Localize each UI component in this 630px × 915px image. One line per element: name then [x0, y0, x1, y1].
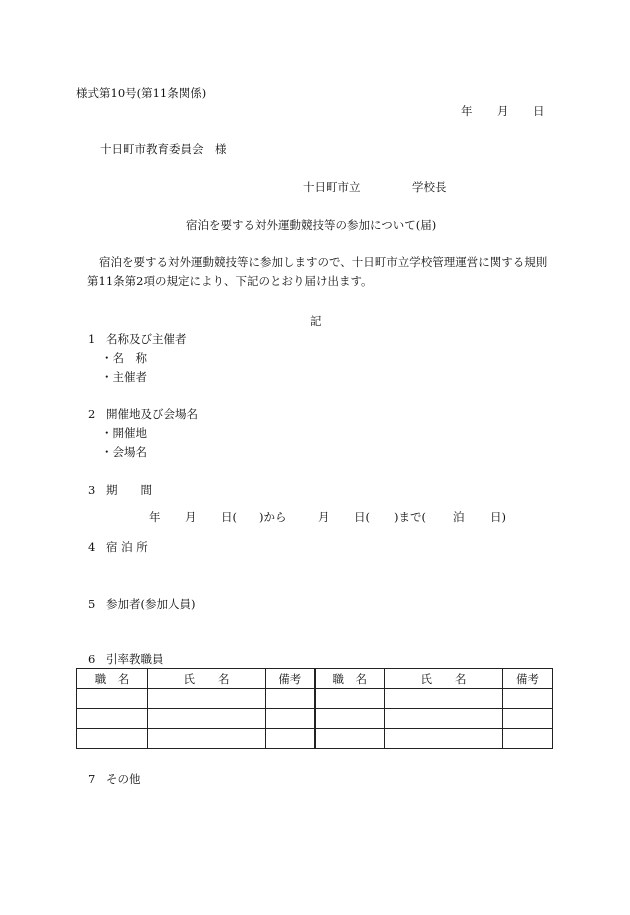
- table-row: [77, 709, 553, 729]
- item1-sub-name: ・名 称: [101, 351, 147, 365]
- header-name-2: 氏 名: [385, 669, 503, 689]
- item2-label: 開催地及び会場名: [106, 407, 198, 421]
- table-cell[interactable]: [148, 729, 266, 749]
- period-nights: 泊: [453, 510, 465, 524]
- table-cell[interactable]: [503, 709, 553, 729]
- body-paragraph: [87, 253, 557, 291]
- table-cell[interactable]: [385, 689, 503, 709]
- header-name-1: 氏 名: [148, 669, 266, 689]
- table-row: [77, 729, 553, 749]
- table-cell[interactable]: [77, 689, 148, 709]
- item2-number: 2: [88, 407, 96, 421]
- table-cell[interactable]: [315, 729, 385, 749]
- addressee: 十日町市教育委員会 様: [100, 142, 227, 156]
- item5-number: 5: [88, 597, 96, 611]
- table-cell[interactable]: [385, 729, 503, 749]
- period-year: 年: [149, 510, 161, 524]
- date-month-label: 月: [497, 104, 509, 118]
- period-month-start: 月: [185, 510, 197, 524]
- period-day-end: 日(: [354, 510, 370, 524]
- period-from: )から: [259, 510, 287, 524]
- item7-label: その他: [106, 772, 141, 786]
- table-cell[interactable]: [503, 689, 553, 709]
- item1-number: 1: [88, 332, 96, 346]
- table-header-row: [77, 669, 553, 689]
- table-cell[interactable]: [385, 709, 503, 729]
- document-title: 宿泊を要する対外運動競技等の参加について(届): [186, 218, 437, 232]
- form-number: 様式第10号(第11条関係): [76, 86, 207, 100]
- item3-number: 3: [88, 483, 96, 497]
- item6-label: 引率教職員: [106, 652, 164, 666]
- sender-principal-title: 学校長: [412, 180, 447, 194]
- period-days: 日): [490, 510, 506, 524]
- item1-label: 名称及び主催者: [106, 332, 187, 346]
- period-until: )まで(: [394, 510, 426, 524]
- table-cell[interactable]: [148, 689, 266, 709]
- date-day-label: 日: [533, 104, 545, 118]
- header-position-1: 職 名: [77, 669, 148, 689]
- item1-sub-organizer: ・主催者: [101, 370, 147, 384]
- item2-sub-venue-city: ・開催地: [101, 426, 147, 440]
- table-cell[interactable]: [315, 689, 385, 709]
- table-cell[interactable]: [266, 729, 315, 749]
- header-remarks-2: 備考: [503, 669, 553, 689]
- ki-heading: 記: [310, 314, 322, 328]
- table-row: [77, 689, 553, 709]
- body-text: 宿泊を要する対外運動競技等に参加しますので、十日町市立学校管理運営に関する規則第11条第2項の規定により、下記のとおり届け出ます。: [87, 255, 548, 288]
- item4-number: 4: [88, 540, 96, 554]
- header-position-2: 職 名: [315, 669, 385, 689]
- date-year-label: 年: [461, 104, 473, 118]
- period-day-start: 日(: [221, 510, 237, 524]
- table-cell[interactable]: [266, 709, 315, 729]
- item2-sub-venue-name: ・会場名: [101, 445, 147, 459]
- item3-label: 期 間: [106, 483, 152, 497]
- item7-number: 7: [88, 772, 96, 786]
- table-cell[interactable]: [77, 709, 148, 729]
- item6-number: 6: [88, 652, 96, 666]
- table-cell[interactable]: [266, 689, 315, 709]
- item5-label: 参加者(参加人員): [106, 597, 196, 611]
- sender-school-prefix: 十日町市立: [303, 180, 361, 194]
- table-cell[interactable]: [77, 729, 148, 749]
- escort-staff-table: [76, 668, 553, 749]
- table-cell[interactable]: [148, 709, 266, 729]
- period-month-end: 月: [318, 510, 330, 524]
- item4-label: 宿 泊 所: [106, 540, 148, 554]
- table-cell[interactable]: [503, 729, 553, 749]
- header-remarks-1: 備考: [266, 669, 315, 689]
- table-cell[interactable]: [315, 709, 385, 729]
